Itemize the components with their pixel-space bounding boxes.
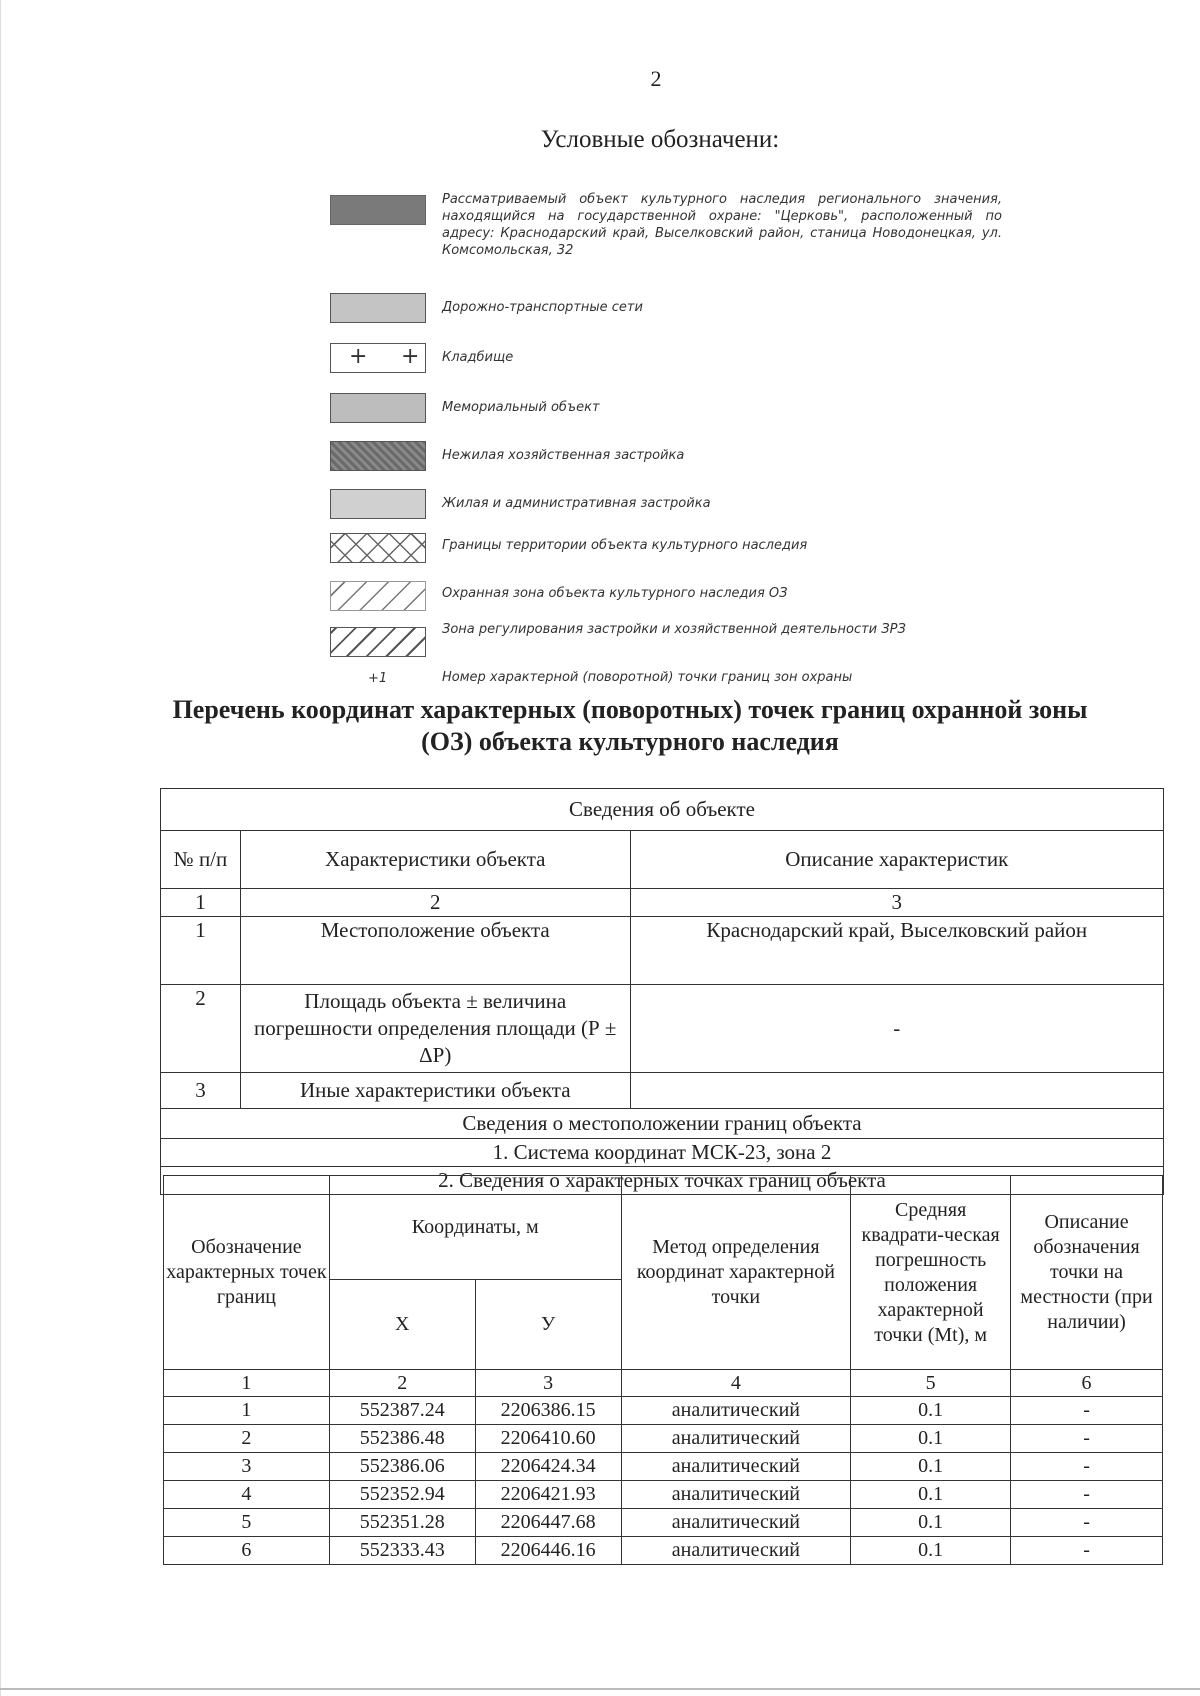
cemetery-swatch bbox=[330, 343, 426, 373]
column-header-x: X bbox=[329, 1280, 475, 1370]
heritage-object-swatch bbox=[330, 195, 426, 225]
road-network-swatch bbox=[330, 293, 426, 323]
characteristic-value: - bbox=[630, 985, 1163, 1073]
table-row bbox=[164, 1509, 1163, 1537]
legend-label: Мемориальный объект bbox=[442, 400, 600, 415]
column-number: 1 bbox=[161, 889, 241, 917]
residential-swatch bbox=[330, 489, 426, 519]
point-id: 1 bbox=[164, 1397, 330, 1425]
method: аналитический bbox=[621, 1453, 851, 1481]
page-number: 2 bbox=[650, 66, 662, 91]
point-id: 6 bbox=[164, 1537, 330, 1565]
document-heading: Перечень координат характерных (поворотных) точек границ охранной зоны (ОЗ) объекта культурного наследия bbox=[172, 695, 1088, 756]
column-header: Характеристики объекта bbox=[240, 831, 630, 889]
row-number: 3 bbox=[161, 1073, 241, 1109]
memorial-swatch bbox=[330, 393, 426, 423]
description: - bbox=[1011, 1537, 1163, 1565]
protection-zone-swatch bbox=[330, 581, 426, 611]
legend-label: Границы территории объекта культурного наследия bbox=[442, 538, 808, 553]
column-number: 6 bbox=[1011, 1370, 1163, 1397]
column-header: Координаты, м bbox=[329, 1176, 621, 1280]
column-header: Описание обозначения точки на местности (при наличии) bbox=[1011, 1176, 1163, 1370]
error-value: 0.1 bbox=[851, 1397, 1011, 1425]
column-header-y: У bbox=[475, 1280, 621, 1370]
point-id: 5 bbox=[164, 1509, 330, 1537]
column-number: 5 bbox=[851, 1370, 1011, 1397]
legend-label: Нежилая хозяйственная застройка bbox=[442, 448, 685, 463]
x-coordinate: 552333.43 bbox=[329, 1537, 475, 1565]
x-coordinate: 552386.06 bbox=[329, 1453, 475, 1481]
error-value: 0.1 bbox=[851, 1509, 1011, 1537]
table-row bbox=[164, 1537, 1163, 1565]
method: аналитический bbox=[621, 1425, 851, 1453]
legend-label: Зона регулирования застройки и хозяйственной деятельности ЗРЗ bbox=[442, 622, 906, 637]
nonresidential-swatch bbox=[330, 441, 426, 471]
point-id: 2 bbox=[164, 1425, 330, 1453]
object-info-table bbox=[160, 788, 1164, 1195]
column-number: 3 bbox=[475, 1370, 621, 1397]
column-number: 3 bbox=[630, 889, 1163, 917]
legend-label: Дорожно-транспортные сети bbox=[442, 300, 643, 315]
error-value: 0.1 bbox=[851, 1425, 1011, 1453]
cross-icon: + bbox=[349, 344, 368, 369]
row-number: 1 bbox=[161, 917, 241, 985]
page-edge-bottom bbox=[0, 1688, 1200, 1690]
column-number: 2 bbox=[240, 889, 630, 917]
method: аналитический bbox=[621, 1397, 851, 1425]
table-row bbox=[164, 1481, 1163, 1509]
legend-label: Рассматриваемый объект культурного наследия регионального значения, находящийся на государственной охране: "Церковь", расположенный по адресу: Краснодарский край, Выселковский район, станица Новодонецкая, ул. Комсомольская, 32 bbox=[442, 192, 1002, 258]
legend-title: Условные обозначени: bbox=[540, 126, 780, 153]
column-header: Описание характеристик bbox=[630, 831, 1163, 889]
error-value: 0.1 bbox=[851, 1537, 1011, 1565]
characteristic-value bbox=[630, 1073, 1163, 1109]
characteristic-name: Местоположение объекта bbox=[240, 917, 630, 985]
column-number: 2 bbox=[329, 1370, 475, 1397]
x-coordinate: 552386.48 bbox=[329, 1425, 475, 1453]
y-coordinate: 2206410.60 bbox=[475, 1425, 621, 1453]
territory-boundary-swatch bbox=[330, 533, 426, 563]
y-coordinate: 2206386.15 bbox=[475, 1397, 621, 1425]
column-header: Обозначение характерных точек границ bbox=[164, 1176, 330, 1370]
row-number: 2 bbox=[161, 985, 241, 1073]
point-number-marker: +1 bbox=[368, 671, 388, 686]
column-header: Метод определения координат характерной точки bbox=[621, 1176, 851, 1370]
description: - bbox=[1011, 1481, 1163, 1509]
regulation-zone-swatch bbox=[330, 627, 426, 657]
section-header: Сведения о местоположении границ объекта bbox=[161, 1109, 1164, 1139]
method: аналитический bbox=[621, 1481, 851, 1509]
column-header: № п/п bbox=[161, 831, 241, 889]
column-header: Средняя квадрати-ческая погрешность положения характерной точки (Mt), м bbox=[851, 1176, 1011, 1370]
point-id: 4 bbox=[164, 1481, 330, 1509]
characteristic-name: Площадь объекта ± величина погрешности определения площади (Р ± ΔР) bbox=[240, 985, 630, 1073]
y-coordinate: 2206424.34 bbox=[475, 1453, 621, 1481]
description: - bbox=[1011, 1397, 1163, 1425]
coordinate-system: 1. Система координат МСК-23, зона 2 bbox=[161, 1139, 1164, 1167]
y-coordinate: 2206447.68 bbox=[475, 1509, 621, 1537]
table-row bbox=[164, 1425, 1163, 1453]
y-coordinate: 2206421.93 bbox=[475, 1481, 621, 1509]
characteristic-value: Краснодарский край, Выселковский район bbox=[630, 917, 1163, 985]
table-title: Сведения об объекте bbox=[161, 789, 1164, 831]
y-coordinate: 2206446.16 bbox=[475, 1537, 621, 1565]
points-table bbox=[163, 1175, 1163, 1565]
table-row bbox=[164, 1453, 1163, 1481]
method: аналитический bbox=[621, 1509, 851, 1537]
description: - bbox=[1011, 1509, 1163, 1537]
section-header: 2. Сведения о характерных точках границ объекта bbox=[161, 1167, 1164, 1195]
characteristic-name: Иные характеристики объекта bbox=[240, 1073, 630, 1109]
description: - bbox=[1011, 1453, 1163, 1481]
column-number: 4 bbox=[621, 1370, 851, 1397]
description: - bbox=[1011, 1425, 1163, 1453]
legend-label: Кладбище bbox=[442, 350, 514, 365]
method: аналитический bbox=[621, 1537, 851, 1565]
legend-label: Номер характерной (поворотной) точки границ зон охраны bbox=[442, 670, 853, 685]
x-coordinate: 552387.24 bbox=[329, 1397, 475, 1425]
table-row bbox=[164, 1397, 1163, 1425]
x-coordinate: 552352.94 bbox=[329, 1481, 475, 1509]
point-id: 3 bbox=[164, 1453, 330, 1481]
error-value: 0.1 bbox=[851, 1481, 1011, 1509]
cross-icon: + bbox=[401, 344, 420, 369]
legend-label: Жилая и административная застройка bbox=[442, 496, 711, 511]
error-value: 0.1 bbox=[851, 1453, 1011, 1481]
x-coordinate: 552351.28 bbox=[329, 1509, 475, 1537]
column-number: 1 bbox=[164, 1370, 330, 1397]
page-edge-left bbox=[0, 0, 1, 1696]
legend-label: Охранная зона объекта культурного наследия ОЗ bbox=[442, 586, 788, 601]
